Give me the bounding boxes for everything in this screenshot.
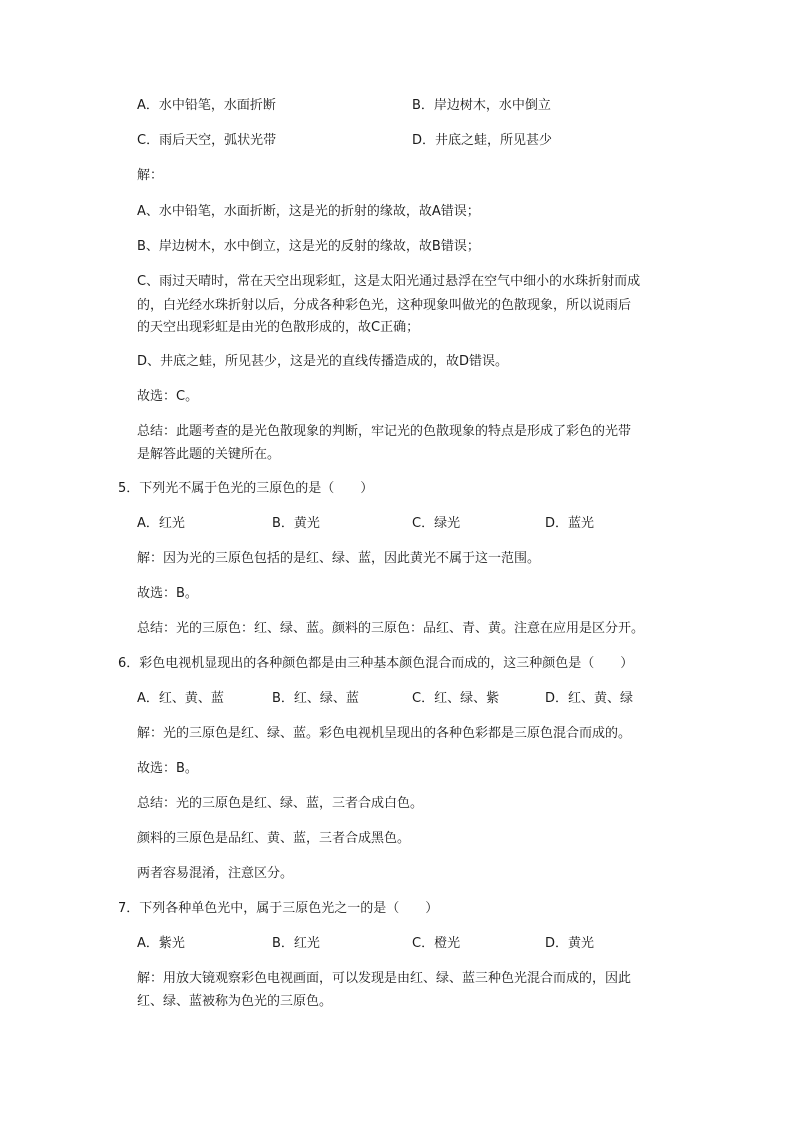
q5-option-c: C．绿光 — [412, 516, 461, 531]
q6-option-a: A．红、黄、蓝 — [137, 691, 224, 706]
q4-option-d: D．井底之蛙，所见甚少 — [412, 133, 553, 148]
q5-option-d: D．蓝光 — [545, 516, 595, 531]
q7-option-c: C．橙光 — [412, 936, 461, 951]
q6-summary-line3: 两者容易混淆，注意区分。 — [137, 866, 294, 881]
q7-option-a: A．紫光 — [137, 936, 185, 951]
q4-option-a: A．水中铅笔，水面折断 — [137, 98, 276, 113]
q6-stem: 6．彩色电视机显现出的各种颜色都是由三种基本颜色混合而成的，这三种颜色是（ ） — [118, 656, 634, 671]
q6-summary-line2: 颜料的三原色是品红、黄、蓝，三者合成黑色。 — [137, 831, 411, 846]
q4-analysis-c-line1: C、雨过天晴时，常在天空出现彩虹，这是太阳光通过悬浮在空气中细小的水珠折射而成 — [137, 274, 641, 289]
q4-analysis-c-line2: 的，白光经水珠折射以后，分成各种彩色光，这种现象叫做光的色散现象，所以说雨后 — [137, 298, 632, 313]
q4-choice: 故选：C。 — [137, 389, 199, 404]
q4-analysis-b: B、岸边树木，水中倒立，这是光的反射的缘故，故B错误； — [137, 239, 480, 254]
q4-analysis-a: A、水中铅笔，水面折断，这是光的折射的缘故，故A错误； — [137, 204, 480, 219]
q4-analysis-d: D、井底之蛙，所见甚少，这是光的直线传播造成的，故D错误。 — [137, 354, 509, 369]
q7-solution-line2: 红、绿、蓝被称为色光的三原色。 — [137, 994, 333, 1009]
q6-option-c: C．红、绿、紫 — [412, 691, 500, 706]
q5-option-a: A．红光 — [137, 516, 185, 531]
q4-option-c: C．雨后天空，弧状光带 — [137, 133, 277, 148]
q4-answer-label: 解： — [137, 168, 164, 183]
q6-option-d: D．红、黄、绿 — [545, 691, 634, 706]
q6-summary-line1: 总结：光的三原色是红、绿、蓝，三者合成白色。 — [137, 796, 424, 811]
q5-solution: 解：因为光的三原色包括的是红、绿、蓝，因此黄光不属于这一范围。 — [137, 551, 541, 566]
q4-summary-line1: 总结：此题考查的是光色散现象的判断，牢记光的色散现象的特点是形成了彩色的光带 — [137, 424, 632, 439]
q6-choice: 故选：B。 — [137, 761, 198, 776]
q4-option-b: B．岸边树木，水中倒立 — [412, 98, 551, 113]
q5-option-b: B．黄光 — [272, 516, 320, 531]
q4-analysis-c-line3: 的天空出现彩虹是由光的色散形成的，故C正确； — [137, 320, 420, 335]
q5-summary: 总结：光的三原色：红、绿、蓝。颜料的三原色：品红、青、黄。注意在应用是区分开。 — [137, 621, 645, 636]
q6-option-b: B．红、绿、蓝 — [272, 691, 359, 706]
q7-option-d: D．黄光 — [545, 936, 595, 951]
q7-option-b: B．红光 — [272, 936, 320, 951]
q5-stem: 5．下列光不属于色光的三原色的是（ ） — [118, 481, 374, 496]
q7-stem: 7．下列各种单色光中，属于三原色光之一的是（ ） — [118, 901, 439, 916]
q5-choice: 故选：B。 — [137, 586, 198, 601]
q7-solution-line1: 解：用放大镜观察彩色电视画面，可以发现是由红、绿、蓝三种色光混合而成的，因此 — [137, 971, 632, 986]
q6-solution: 解：光的三原色是红、绿、蓝。彩色电视机呈现出的各种色彩都是三原色混合而成的。 — [137, 726, 632, 741]
q4-summary-line2: 是解答此题的关键所在。 — [137, 447, 281, 462]
